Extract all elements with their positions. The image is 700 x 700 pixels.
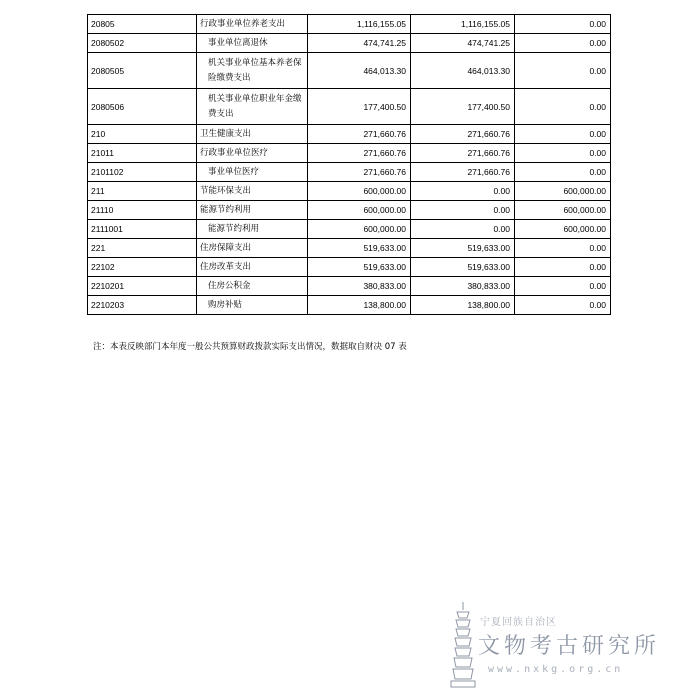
project-expenditure-cell: 0.00 <box>515 239 611 258</box>
account-code-cell: 221 <box>88 239 197 258</box>
account-code-cell: 20805 <box>88 15 197 34</box>
project-expenditure-cell: 600,000.00 <box>515 201 611 220</box>
project-expenditure-cell: 600,000.00 <box>515 182 611 201</box>
basic-expenditure-cell: 380,833.00 <box>411 277 515 296</box>
watermark-institute-name: 文物考古研究所 <box>478 634 661 659</box>
account-code-cell: 2080502 <box>88 34 197 53</box>
table-row <box>88 53 611 89</box>
account-name-cell: 行政事业单位养老支出 <box>197 15 308 34</box>
total-amount-cell: 271,660.76 <box>308 125 411 144</box>
total-amount-cell: 380,833.00 <box>308 277 411 296</box>
account-name-cell: 卫生健康支出 <box>197 125 308 144</box>
table-row <box>88 34 611 53</box>
account-code-cell: 22102 <box>88 258 197 277</box>
account-code-cell: 21011 <box>88 144 197 163</box>
expenditure-table <box>87 14 611 315</box>
account-code-cell: 2210201 <box>88 277 197 296</box>
account-code-cell: 2210203 <box>88 296 197 315</box>
account-name-cell: 机关事业单位基本养老保险缴费支出 <box>197 53 308 89</box>
account-name-cell: 能源节约利用 <box>197 201 308 220</box>
account-code-cell: 211 <box>88 182 197 201</box>
account-code-cell: 2111001 <box>88 220 197 239</box>
basic-expenditure-cell: 177,400.50 <box>411 89 515 125</box>
total-amount-cell: 600,000.00 <box>308 201 411 220</box>
account-code-cell: 2080506 <box>88 89 197 125</box>
account-name-cell: 事业单位医疗 <box>197 163 308 182</box>
total-amount-cell: 519,633.00 <box>308 239 411 258</box>
basic-expenditure-cell: 271,660.76 <box>411 163 515 182</box>
account-name-cell: 事业单位离退休 <box>197 34 308 53</box>
table-row <box>88 89 611 125</box>
total-amount-cell: 600,000.00 <box>308 182 411 201</box>
institute-watermark <box>448 600 688 690</box>
project-expenditure-cell: 0.00 <box>515 296 611 315</box>
project-expenditure-cell: 0.00 <box>515 53 611 89</box>
project-expenditure-cell: 0.00 <box>515 163 611 182</box>
project-expenditure-cell: 0.00 <box>515 15 611 34</box>
account-code-cell: 210 <box>88 125 197 144</box>
total-amount-cell: 271,660.76 <box>308 163 411 182</box>
account-name-cell: 住房保障支出 <box>197 239 308 258</box>
table-body <box>88 15 611 315</box>
table-row <box>88 182 611 201</box>
project-expenditure-cell: 0.00 <box>515 125 611 144</box>
basic-expenditure-cell: 519,633.00 <box>411 258 515 277</box>
project-expenditure-cell: 0.00 <box>515 277 611 296</box>
pagoda-icon <box>448 600 478 690</box>
table-row <box>88 15 611 34</box>
basic-expenditure-cell: 464,013.30 <box>411 53 515 89</box>
project-expenditure-cell: 0.00 <box>515 144 611 163</box>
project-expenditure-cell: 0.00 <box>515 258 611 277</box>
basic-expenditure-cell: 0.00 <box>411 220 515 239</box>
account-name-cell: 行政事业单位医疗 <box>197 144 308 163</box>
total-amount-cell: 1,116,155.05 <box>308 15 411 34</box>
total-amount-cell: 138,800.00 <box>308 296 411 315</box>
basic-expenditure-cell: 0.00 <box>411 182 515 201</box>
account-name-cell: 住房公积金 <box>197 277 308 296</box>
project-expenditure-cell: 0.00 <box>515 34 611 53</box>
account-name-cell: 住房改革支出 <box>197 258 308 277</box>
account-name-cell: 机关事业单位职业年金缴费支出 <box>197 89 308 125</box>
total-amount-cell: 464,013.30 <box>308 53 411 89</box>
account-code-cell: 21110 <box>88 201 197 220</box>
project-expenditure-cell: 600,000.00 <box>515 220 611 239</box>
table-row <box>88 239 611 258</box>
table-row <box>88 144 611 163</box>
table-row <box>88 296 611 315</box>
watermark-url: www.nxkg.org.cn <box>488 664 624 675</box>
total-amount-cell: 474,741.25 <box>308 34 411 53</box>
basic-expenditure-cell: 474,741.25 <box>411 34 515 53</box>
total-amount-cell: 271,660.76 <box>308 144 411 163</box>
table-row <box>88 258 611 277</box>
basic-expenditure-cell: 271,660.76 <box>411 144 515 163</box>
account-name-cell: 能源节约利用 <box>197 220 308 239</box>
table-row <box>88 277 611 296</box>
table-row <box>88 201 611 220</box>
project-expenditure-cell: 0.00 <box>515 89 611 125</box>
account-name-cell: 节能环保支出 <box>197 182 308 201</box>
basic-expenditure-cell: 519,633.00 <box>411 239 515 258</box>
account-code-cell: 2101102 <box>88 163 197 182</box>
watermark-region: 宁夏回族自治区 <box>480 617 557 628</box>
basic-expenditure-cell: 0.00 <box>411 201 515 220</box>
table-row <box>88 163 611 182</box>
account-code-cell: 2080505 <box>88 53 197 89</box>
table-note: 注：本表反映部门本年度一般公共预算财政拨款实际支出情况，数据取自财决 07 表 <box>93 342 407 352</box>
total-amount-cell: 600,000.00 <box>308 220 411 239</box>
total-amount-cell: 177,400.50 <box>308 89 411 125</box>
account-name-cell: 购房补贴 <box>197 296 308 315</box>
basic-expenditure-cell: 271,660.76 <box>411 125 515 144</box>
table-row <box>88 125 611 144</box>
table-row <box>88 220 611 239</box>
basic-expenditure-cell: 138,800.00 <box>411 296 515 315</box>
total-amount-cell: 519,633.00 <box>308 258 411 277</box>
basic-expenditure-cell: 1,116,155.05 <box>411 15 515 34</box>
